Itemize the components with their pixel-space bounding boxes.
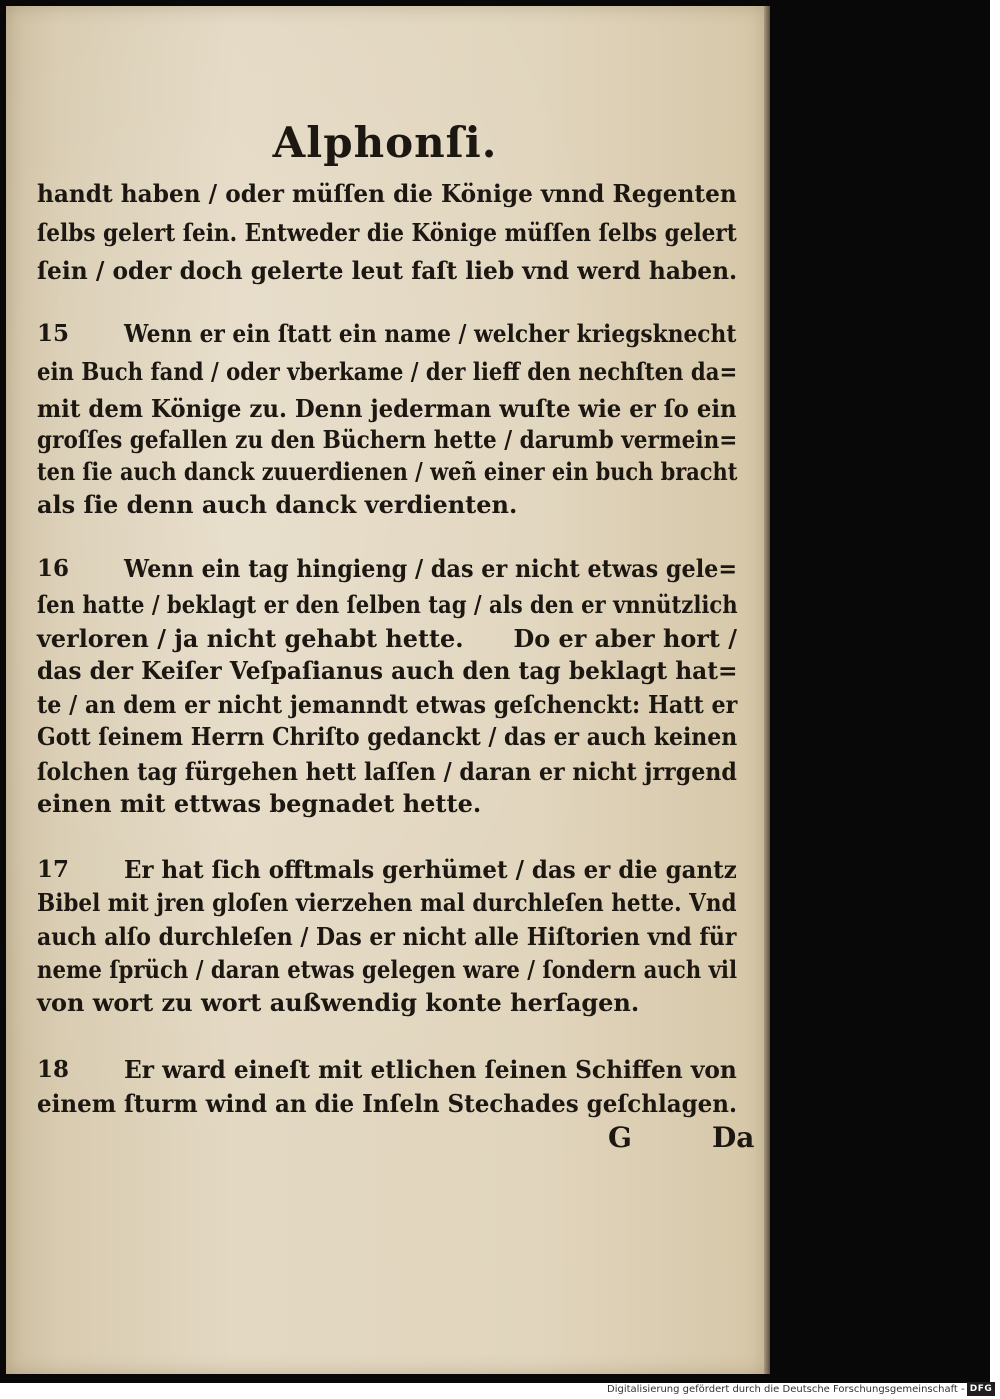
text-line: ſelbs gelert ſein. Entweder die Könige müſſen ſelbs gelert (37, 218, 737, 247)
book-page (6, 6, 764, 1374)
catchword: Da (712, 1121, 755, 1154)
signature-mark: G (608, 1121, 632, 1154)
running-head: Alphonſi. (272, 118, 498, 167)
funding-credit: Digitalisierung gefördert durch die Deutsche Forschungsgemeinschaft - (607, 1384, 965, 1395)
paragraph-number: 18 (37, 1056, 70, 1083)
text-line: auch alſo durchleſen / Das er nicht alle Hiſtorien vnd für (37, 922, 737, 951)
text-line: ten ſie auch danck zuuerdienen / weñ einer ein buch bracht (37, 457, 738, 486)
text-line: von wort zu wort außwendig konte herſagen. (37, 988, 640, 1017)
text-line: ſein / oder doch gelerte leut faſt lieb vnd werd haben. (37, 256, 738, 285)
text-line: handt haben / oder müſſen die Könige vnnd Regenten (37, 179, 737, 208)
text-line: Wenn ein tag hingieng / das er nicht etwas gele= (124, 554, 738, 583)
text-line: groſſes gefallen zu den Büchern hette / darumb vermein= (37, 425, 738, 454)
text-line: ein Buch fand / oder vberkame / der lieff den nechſten da= (37, 357, 738, 386)
dfg-logo: DFG (967, 1382, 995, 1396)
text-line: te / an dem er nicht jemanndt etwas geſchenckt: Hatt er (37, 690, 738, 719)
text-line: Er ward eineſt mit etlichen ſeinen Schiffen von (124, 1055, 737, 1084)
text-line: Wenn er ein ſtatt ein name / welcher kriegsknecht (124, 319, 737, 348)
paragraph-number: 16 (37, 555, 70, 582)
text-line: Er hat ſich offtmals gerhümet / das er die gantz (124, 855, 737, 884)
text-line: mit dem Könige zu. Denn jederman wuſte wie er ſo ein (37, 394, 737, 423)
text-line: als ſie denn auch danck verdienten. (37, 490, 518, 519)
text-line: neme ſprüch / daran etwas gelegen ware / ſondern auch vil (37, 955, 738, 984)
text-line: Bibel mit jren gloſen vierzehen mal durchleſen hette. Vnd (37, 888, 737, 917)
text-line: einem ſturm wind an die Inſeln Stechades geſchlagen. (37, 1089, 738, 1118)
text-line: verloren / ja nicht gehabt hette. Do er aber hort / (37, 624, 737, 653)
text-line: ſen hatte / beklagt er den ſelben tag / als den er vnnützlich (37, 590, 738, 619)
text-line: einen mit ettwas begnadet hette. (37, 789, 482, 818)
paragraph-number: 15 (37, 320, 70, 347)
page-edge (764, 6, 770, 1374)
text-line: Gott ſeinem Herrn Chriſto gedanckt / das er auch keinen (37, 722, 738, 751)
paragraph-number: 17 (37, 856, 70, 883)
text-line: das der Keiſer Veſpaſianus auch den tag beklagt hat= (37, 656, 738, 685)
text-line: ſolchen tag fürgehen hett laſſen / daran er nicht jrrgend (37, 757, 737, 786)
